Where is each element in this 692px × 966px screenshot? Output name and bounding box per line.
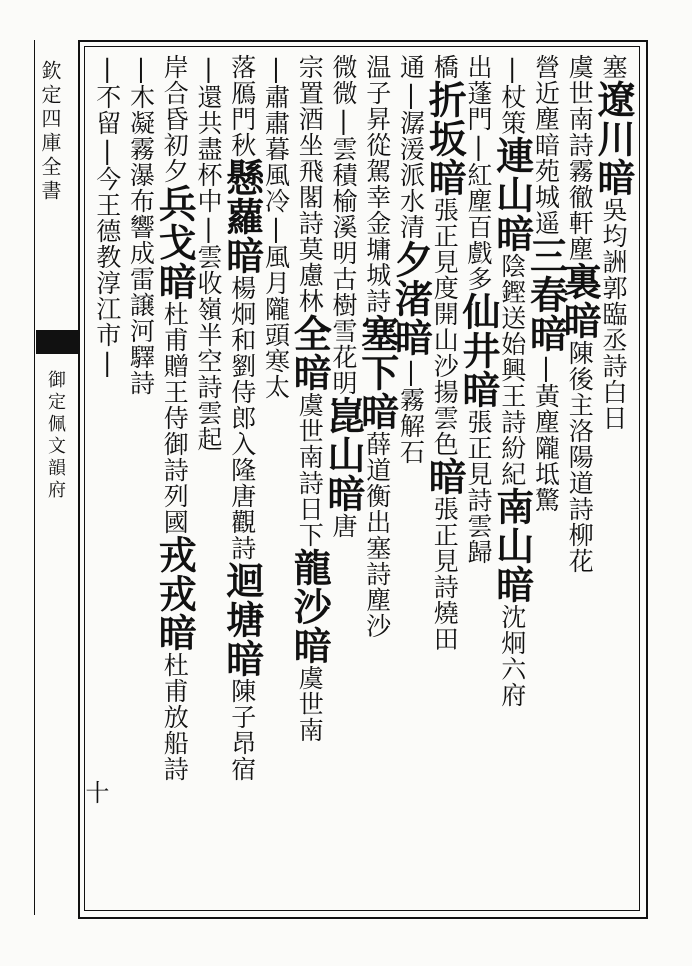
- annotation-text: 陳子昂宿: [227, 678, 257, 782]
- annotation-text: 營近塵暗苑城遥: [531, 54, 561, 236]
- headword: 南山暗: [489, 487, 535, 604]
- annotation-text: |霧解石: [396, 357, 426, 465]
- annotation-text: 温子昇從駕幸金墉城詩: [362, 54, 392, 314]
- annotation-text: |黃塵隴坻驚: [531, 353, 561, 513]
- headword: 夕渚暗: [388, 240, 434, 357]
- annotation-text: 譲河驛詩: [126, 292, 156, 396]
- text-column: [321, 54, 366, 904]
- annotation-text: 古樹雪花明: [329, 266, 358, 396]
- spine-rule: [34, 40, 35, 915]
- text-column: [152, 54, 198, 904]
- headword: 裏暗: [557, 262, 603, 340]
- headword: 遼川暗: [591, 80, 636, 197]
- annotation-text: 張正見度開山沙揚: [430, 197, 460, 405]
- annotation-text: 通: [396, 54, 426, 80]
- headword: 暗: [422, 457, 468, 496]
- text-column: [422, 54, 468, 904]
- annotation-text: 雲色: [430, 405, 460, 457]
- annotation-text: 沈炯六府: [497, 604, 527, 708]
- annotation-text: 林: [295, 288, 325, 314]
- annotation-text: 宗置酒坐飛閣詩莫慮: [295, 54, 325, 288]
- annotation-text: |還共盡杯中: [194, 54, 223, 214]
- annotation-text: 虞世南詩日下: [295, 392, 325, 548]
- text-column: [489, 54, 535, 904]
- annotation-text: 塞: [599, 54, 628, 80]
- annotation-text: 吳均詶郭臨丞詩白日: [599, 197, 628, 431]
- text-column: [126, 54, 156, 904]
- annotation-text: 岸合昏初夕: [160, 54, 190, 184]
- annotation-text: 江市|: [92, 296, 122, 378]
- annotation-text: 張正見詩燒田: [430, 496, 460, 652]
- annotation-text: 太: [261, 374, 291, 400]
- annotation-text: 落鴈門秋: [227, 54, 257, 158]
- text-column: [388, 54, 434, 904]
- annotation-text: |雲收嶺半空: [194, 214, 223, 374]
- headword: 折坂暗: [422, 80, 468, 197]
- headword: 迴塘暗: [219, 561, 265, 678]
- annotation-text: 塵: [565, 236, 595, 262]
- text-column: [92, 54, 122, 904]
- annotation-text: 張正見詩雲歸: [464, 409, 493, 565]
- text-column: [354, 54, 400, 904]
- annotation-text: 虞世南: [295, 665, 325, 743]
- spine-fish-tail: [36, 330, 78, 354]
- annotation-text: 凝霧瀑布響成雷: [126, 110, 156, 292]
- annotation-text: |: [261, 54, 291, 84]
- annotation-text: 唐: [329, 513, 358, 539]
- annotation-text: 橋: [430, 54, 460, 80]
- annotation-text: 陰鏗送始興王詩紛紀: [497, 253, 527, 487]
- annotation-text: |潺湲派水清: [396, 80, 426, 240]
- headword: 戎戎暗: [152, 535, 198, 652]
- headword: 三春暗: [523, 236, 569, 353]
- headword: 塞下暗: [354, 314, 400, 431]
- annotation-text: 楊炯和劉侍郎入隆唐觀詩: [227, 275, 257, 561]
- annotation-text: 微微: [329, 54, 358, 106]
- headword: 崑山暗: [321, 396, 366, 513]
- spine-page-number: 十: [81, 780, 109, 804]
- text-column: [557, 54, 603, 904]
- annotation-text: 杜甫贈王侍御詩列國: [160, 301, 190, 535]
- annotation-text: |木: [126, 54, 156, 110]
- headword: 仙井暗: [456, 292, 501, 409]
- text-column: [219, 54, 265, 904]
- annotation-text: 肅肅暮風冷: [261, 84, 291, 214]
- text-column: [193, 54, 223, 904]
- annotation-text: 杜甫放船詩: [160, 652, 190, 782]
- headword: 連山暗: [489, 136, 535, 253]
- headword: 兵戈暗: [152, 184, 198, 301]
- annotation-text: |雲積榆溪明: [329, 106, 358, 266]
- headword: 懸蘿暗: [219, 158, 265, 275]
- annotation-text: |紅塵百戲多: [464, 132, 493, 292]
- headword: 龍沙暗: [287, 548, 333, 665]
- spine-title: 欽定四庫全書: [38, 60, 62, 204]
- annotation-text: 薛道衡出塞詩塵沙: [362, 431, 392, 639]
- annotation-text: 虞世南詩霧徹軒: [565, 54, 595, 236]
- annotation-text: |杖策: [497, 54, 527, 136]
- text-column: [287, 54, 333, 904]
- annotation-text: |今王德教淳: [92, 136, 122, 296]
- text-column: [591, 54, 636, 904]
- text-column: [523, 54, 569, 904]
- annotation-text: 出蓬門: [464, 54, 493, 132]
- spine-subtitle: 御定佩文韻府: [45, 370, 66, 502]
- annotation-text: 詩雲起: [194, 374, 223, 452]
- text-column: [456, 54, 501, 904]
- headword: 全暗: [287, 314, 333, 392]
- annotation-text: |風月隴頭寒: [261, 214, 291, 374]
- annotation-text: 陳後主洛陽道詩柳花: [565, 340, 595, 574]
- text-column: [261, 54, 291, 904]
- annotation-text: |不留: [92, 54, 122, 136]
